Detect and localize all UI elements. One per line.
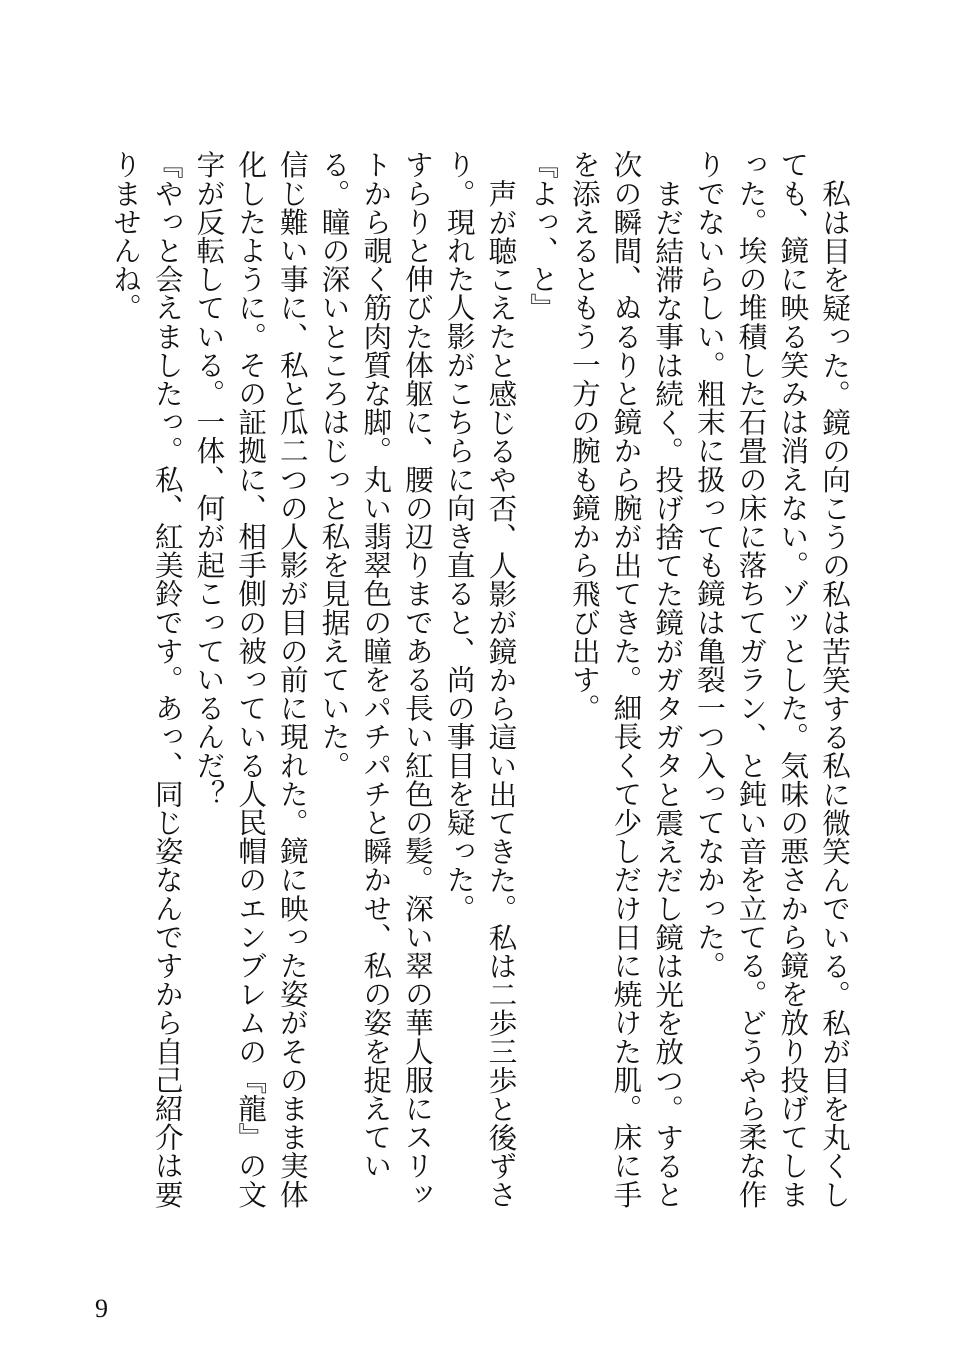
vertical-text-block [104,150,855,1225]
paragraph-3: 『よっ、と』 [526,150,561,322]
paragraph-6: 信じ難い事に、私と瓜二つの人影が目の前に現れた。鏡に映った姿がそのまま実体化したように。その証拠に、相手側の被っている人民帽のエンブレムの『龍』の文字が反転している。一体、何が起こっているんだ？ [192,150,310,1209]
paragraph-4: 声が聴こえたと感じるや否、人影が鏡から這い出てきた。私は二歩三歩と後ずさり。現れた人影がこちらに向き直ると、尚の事目を疑った。 [442,150,519,1209]
paragraph-2: まだ結滞な事は続く。投げ捨てた鏡がガタガタと震えだし鏡は光を放つ。すると次の瞬間、ぬるりと鏡から腕が出てきた。細長くて少しだけ日に焼けた肌。床に手を添えるともう一方の腕も鏡から飛び出す。 [567,150,686,1209]
paragraph-1: 私は目を疑った。鏡の向こうの私は苦笑する私に微笑んでいる。私が目を丸くしても、鏡に映る笑みは消えない。ゾッとした。気味の悪さから鏡を放り投げてしまった。埃の堆積した石畳の床に落ちてガラン、と鈍い音を立てる。どうやら柔な作りでないらしい。粗末に扱っても鏡は亀裂一つ入ってなかった。 [692,150,852,1209]
page-number: 9 [95,1294,108,1323]
paragraph-5: すらりと伸びた体躯に、腰の辺りまである長い紅色の髪。深い翠の華人服にスリットから覗く筋肉質な脚。丸い翡翠色の瞳をパチパチと瞬かせ、私の姿を捉えている。瞳の深いところはじっと私を見据えていた。 [317,150,435,1209]
paragraph-7: 『やっと会えましたっ。私、紅美鈴です。あっ、同じ姿なんですから自己紹介は要りませんね。 [109,150,185,1209]
